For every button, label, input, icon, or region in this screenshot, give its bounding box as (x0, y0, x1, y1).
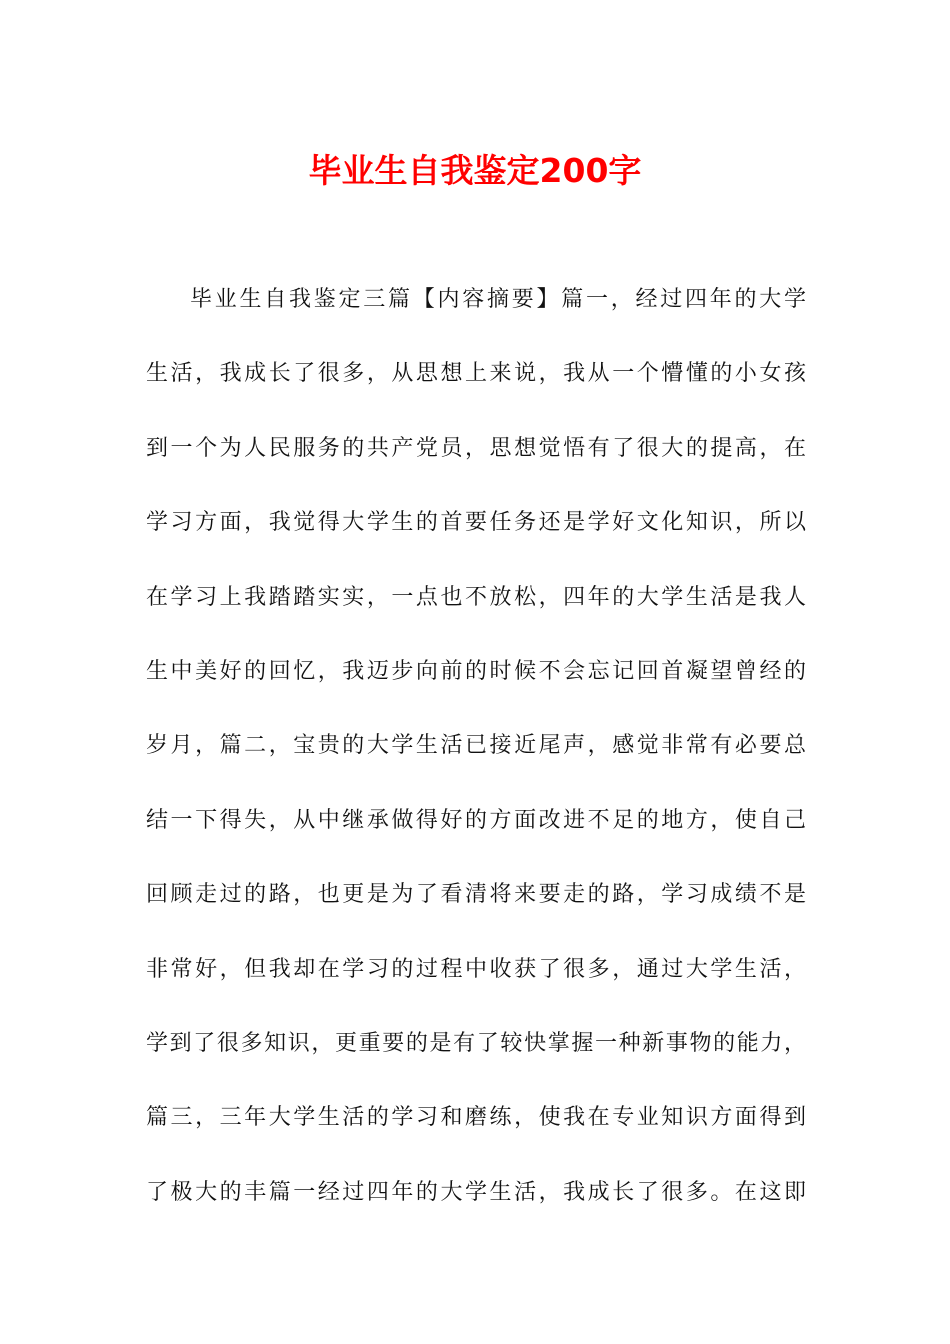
body-line: 学习方面，我觉得大学生的首要任务还是学好文化知识，所以 (146, 510, 806, 536)
document-body (146, 278, 806, 1245)
body-line: 了极大的丰篇一经过四年的大学生活，我成长了很多。在这即 (146, 1179, 806, 1205)
body-line: 毕业生自我鉴定三篇【内容摘要】篇一，经过四年的大学 (190, 287, 806, 312)
body-line: 篇三，三年大学生活的学习和磨练，使我在专业知识方面得到 (146, 1105, 806, 1131)
body-line: 非常好，但我却在学习的过程中收获了很多，通过大学生活， (146, 956, 806, 982)
body-line: 生活，我成长了很多，从思想上来说，我从一个懵懂的小女孩 (146, 361, 806, 387)
body-line: 学到了很多知识，更重要的是有了较快掌握一种新事物的能力， (146, 1030, 806, 1056)
body-line: 到一个为人民服务的共产党员，思想觉悟有了很大的提高，在 (146, 435, 806, 461)
body-line: 生中美好的回忆，我迈步向前的时候不会忘记回首凝望曾经的 (146, 658, 806, 684)
body-line: 结一下得失，从中继承做得好的方面改进不足的地方，使自己 (146, 807, 806, 833)
body-line: 岁月，篇二，宝贵的大学生活已接近尾声，感觉非常有必要总 (146, 733, 806, 759)
document-title: 毕业生自我鉴定200字 (308, 151, 642, 190)
body-line: 回顾走过的路，也更是为了看清将来要走的路，学习成绩不是 (146, 882, 806, 908)
body-line: 在学习上我踏踏实实，一点也不放松，四年的大学生活是我人 (146, 584, 806, 610)
